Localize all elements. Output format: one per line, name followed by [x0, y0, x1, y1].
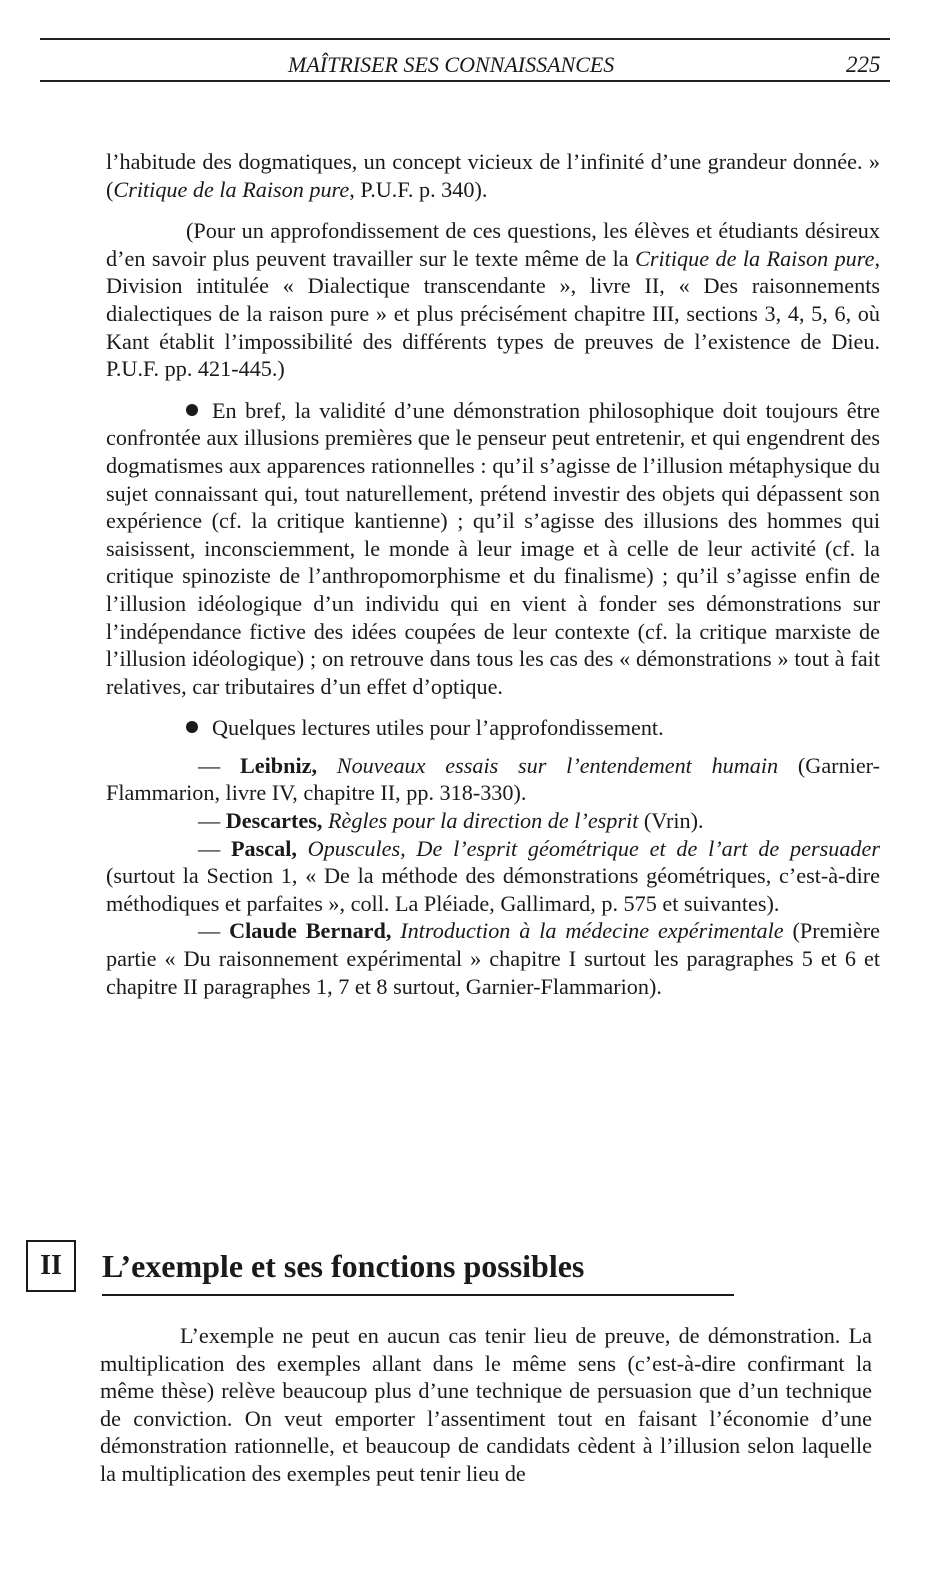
paragraph-readings-intro: Quelques lectures utiles pour l’approfondissement.	[106, 714, 880, 742]
main-text	[106, 148, 880, 1000]
reference-author: Leibniz,	[239, 752, 318, 778]
section-title-underline	[102, 1294, 734, 1296]
paragraph-continuation: l’habitude des dogmatiques, un concept vicieux de l’infinité d’une grandeur donnée. » (Critique de la Raison pure, P.U.F. p. 340).	[106, 149, 880, 202]
reference-work: Nouveaux essais sur l’entendement humain	[317, 752, 779, 778]
reference-work: Introduction à la médecine expérimentale	[391, 918, 784, 944]
header-top-rule	[40, 38, 890, 40]
reference-item: — Pascal, Opuscules, De l’esprit géométrique et de l’art de persuader (surtout la Section 1, « De la méthode des démonstrations géométriques, c’est-à-dire méthodiques et parfaites », coll. La Pléiade, Gallimard, p. 575 et suivantes).	[106, 835, 881, 916]
section-text	[100, 1322, 872, 1488]
reference-author: Claude Bernard,	[229, 918, 392, 944]
header-bottom-rule	[40, 80, 890, 82]
running-title: MAÎTRISER SES CONNAISSANCES	[288, 52, 615, 77]
reference-item: — Claude Bernard, Introduction à la médecine expérimentale (Première partie « Du raisonnement expérimental » chapitre I surtout les paragraphes 5 et 6 et chapitre II paragraphes 1, 7 et 8 surtout, Garnier-Flammarion).	[106, 918, 880, 999]
reference-item: — Descartes, Règles pour la direction de l’esprit (Vrin).	[198, 808, 704, 834]
reference-item: — Leibniz, Nouveaux essais sur l’entendement humain (Garnier-Flammarion, livre IV, chapitre II, pp. 318-330).	[106, 752, 881, 806]
section-title: L’exemple et ses fonctions possibles	[102, 1248, 585, 1284]
bullet-icon	[186, 404, 198, 416]
page-number: 225	[846, 52, 881, 77]
section-number: II	[26, 1240, 76, 1292]
section-heading	[26, 1240, 726, 1300]
reference-author: Pascal,	[230, 835, 297, 861]
reference-author: Descartes,	[225, 808, 323, 834]
reference-work: Opuscules, De l’esprit géométrique et de l’art de persuader	[296, 835, 881, 861]
paragraph-further-study: (Pour un approfondissement de ces questions, les élèves et étudiants désireux d’en savoir plus peuvent travailler sur le texte même de la Critique de la Raison pure, Division intitulée « Dialectique transcendante », livre II, « Des raisonnements dialectiques de la raison pure » et plus précisément chapitre III, sections 3, 4, 5, 6, où Kant établit l’impossibilité des différents types de preuves de l’existence de Dieu. P.U.F. pp. 421-445.)	[106, 218, 880, 382]
work-title: Critique de la Raison pure	[635, 245, 875, 271]
reference-work: Règles pour la direction de l’esprit	[322, 808, 639, 834]
section-paragraph: L’exemple ne peut en aucun cas tenir lieu de preuve, de démonstration. La multiplication des exemples allant dans le même sens (c’est-à-dire confirmant la même thèse) relève beaucoup plus d’une technique de persuasion que d’un technique de conviction. On veut emporter l’assentiment tout en faisant l’économie d’une démonstration rationnelle, et beaucoup de candidats cèdent à l’illusion selon laquelle la multiplication des exemples peut tenir lieu de	[100, 1323, 872, 1486]
work-title: Critique de la Raison pure	[113, 176, 350, 202]
paragraph-summary: En bref, la validité d’une démonstration philosophique doit toujours être confrontée aux illusions premières que le penseur peut entretenir, et qui engendrent des dogmatismes aux apparences rationnelles : qu’il s’agisse de l’illusion métaphysique du sujet connaissant qui, tout naturellement, prétend investir des objets qui dépassent son expérience (cf. la critique kantienne) ; qu’il s’agisse des illusions des hommes qui saisissent, inconsciemment, le monde à leur image et à celle de leur activité (cf. la critique spinoziste de l’anthropomorphisme et du finalisme) ; qu’il s’agisse enfin de l’illusion idéologique d’un individu qui en vient à fonder ses démonstrations sur l’indépendance fictive des idées coupées de leur contexte (cf. la critique marxiste de l’illusion idéologique) ; on retrouve dans tous les cas des « démonstrations » tout à fait relatives, car tributaires d’un effet d’optique.	[106, 397, 880, 699]
bullet-icon	[186, 721, 198, 733]
